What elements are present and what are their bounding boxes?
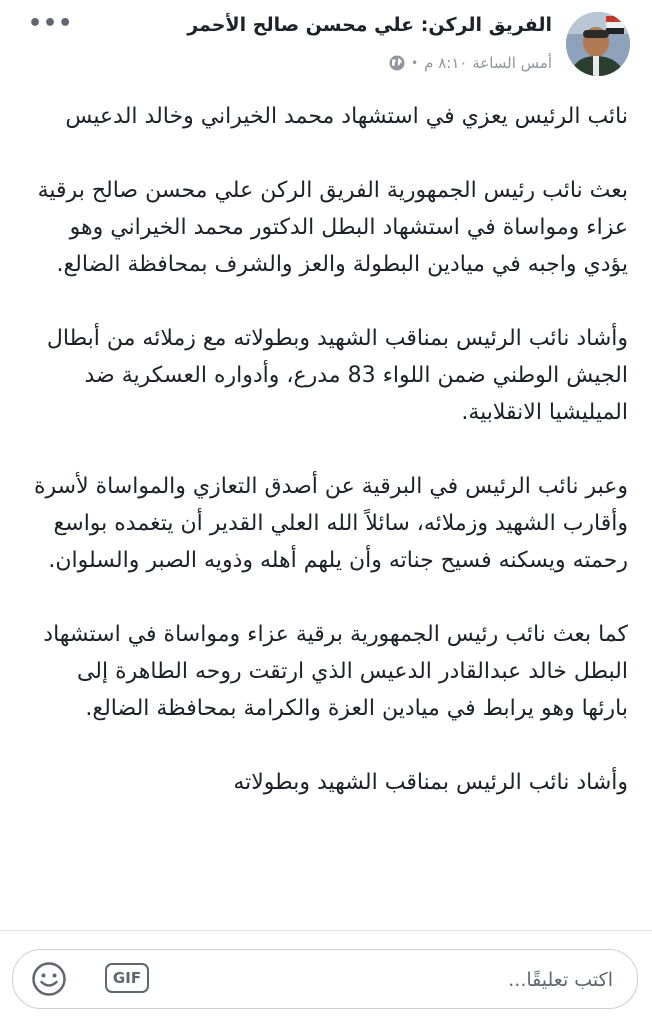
post-body [26,98,628,928]
avatar[interactable] [566,12,630,76]
smiley-icon[interactable] [31,961,67,997]
post-paragraph-3: وأشاد نائب الرئيس بمناقب الشهيد وبطولاته مع زملائه من أبطال الجيش الوطني ضمن اللواء 83 مدرع، وأدواره العسكرية ضد الميليشيا الانقلابية. [46,326,628,425]
post-paragraph-6: وأشاد نائب الرئيس بمناقب الشهيد وبطولاته [233,770,628,795]
post-meta [389,54,552,72]
gif-button[interactable]: GIF [105,963,149,993]
post-options-icon[interactable]: ••• [28,11,74,36]
post-timestamp[interactable]: أمس الساعة ٨:١٠ م [424,54,552,72]
comment-box[interactable] [12,949,638,1009]
avatar-photo [566,12,630,76]
post-paragraph-2: بعث نائب رئيس الجمهورية الفريق الركن علي محسن صالح برقية عزاء ومواساة في استشهاد البطل الدكتور محمد الخيراني وهو يؤدي واجبه في ميادين البطولة والعز والشرف بمحافظة الضالع. [37,178,628,277]
comment-input[interactable] [231,962,615,998]
post-author-name[interactable]: الفريق الركن: علي محسن صالح الأحمر [187,14,552,36]
post-paragraph-5: كما بعث نائب رئيس الجمهورية برقية عزاء ومواساة في استشهاد البطل خالد عبدالقادر الدعيس الذي ارتقت روحه الطاهرة إلى بارئها وهو يرابط في ميادين العزة والكرامة بمحافظة الضالع. [43,622,628,721]
globe-icon[interactable] [389,55,405,71]
post-header [0,0,652,90]
meta-separator: • [411,56,419,70]
comment-bar [0,930,652,1025]
post-paragraph-1: نائب الرئيس يعزي في استشهاد محمد الخيراني وخالد الدعيس [65,104,628,129]
post-paragraph-4: وعبر نائب الرئيس في البرقية عن أصدق التعازي والمواساة لأسرة وأقارب الشهيد وزملائه، سائلاً الله العلي القدير أن يتغمده بواسع رحمته ويسكنه فسيح جناته وأن يلهم أهله وذويه الصبر والسلوان. [33,474,628,573]
